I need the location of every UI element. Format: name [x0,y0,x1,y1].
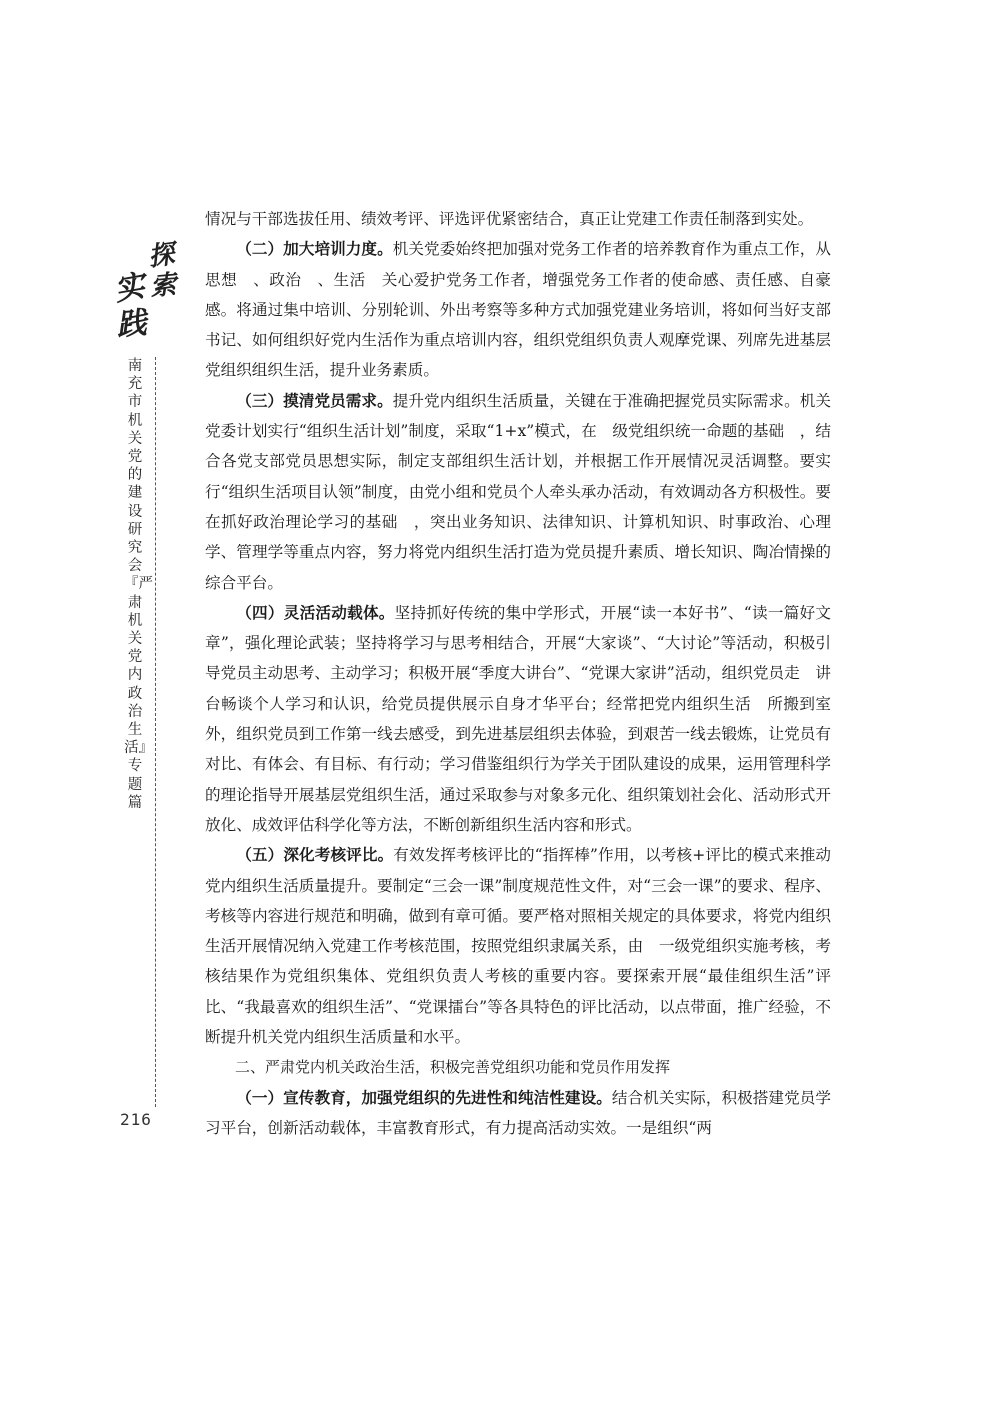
logo-char: 实 [111,268,148,309]
section-heading [205,1052,831,1082]
paragraph [205,1083,831,1144]
paragraph [205,386,831,598]
logo-char: 探 [146,239,177,273]
paragraph-text: 情况与干部选拔任用、绩效考评、评选评优紧密结合，真正让党建工作责任制落到实处。 [205,210,814,228]
page-number: 216 [120,1110,152,1129]
paragraph-title: （四）灵活活动载体。 [236,602,395,622]
paragraph [205,234,831,385]
paragraph-text: 坚持抓好传统的集中学形式，开展“读一本好书”、“读一篇好文章”，强化理论武装；坚持将学习与思考相结合，开展“大家谈”、“大讨论”等活动，积极引导党员主动思考、主动学习；积极开展“季度大讲台”、“党课大家讲”活动，组织党员走 讲台畅谈个人学习和认识，给党员提供展示自身才华平台；经常把党内组织生活 所搬到室外，组织党员到工作第一线去感受，到先进基层组织去体验，到艰苦一线去锻炼，让党员有对比、有体会、有目标、有行动；学习借鉴组织行为学关于团队建设的成果，运用管理科学的理论指导开展基层党组织生活，通过采取参与对象多元化、组织策划社会化、活动形式开放化、成效评估科学化等方法，不断创新组织生活内容和形式。 [205,603,831,834]
paragraph-text: 提升党内组织生活质量，关键在于准确把握党员实际需求。机关党委计划实行“组织生活计划”制度，采取“1+x”模式，在 级党组织统一命题的基础 ，结合各党支部党员思想实际，制定支部组织生活计划，并根据工作开展情况灵活调整。要实行“组织生活项目认领”制度，由党小组和党员个人牵头承办活动，有效调动各方积极性。要在抓好政治理论学习的基础 ，突出业务知识、法律知识、计算机知识、时事政治、心理学、管理学等重点内容，努力将党内组织生活打造为党员提升素质、增长知识、陶冶情操的综合平台。 [205,391,831,592]
paragraph-title: （五）深化考核评比。 [236,845,394,865]
logo-char: 索 [148,269,178,303]
paragraph-title: （三）摸清党员需求。 [236,390,393,410]
section-heading-text: 二、严肃党内机关政治生活，积极完善党组织功能和党员作用发挥 [235,1058,671,1077]
paragraph [205,840,831,1052]
book-logo [108,235,180,345]
paragraph [205,598,831,840]
paragraph [205,204,831,234]
paragraph-title: （二）加大培训力度。 [236,239,393,259]
paragraph-title: （一）宣传教育，加强党组织的先进性和纯洁性建设。 [236,1087,612,1107]
series-title: 南充市机关党的建设研究会『严肃机关党内政治生活』专题篇 [124,358,153,811]
paragraph-text: 结合机关实际，积极搭建党员学习平台，创新活动载体，丰富教育形式，有力提高活动实效。一是组织“两 [205,1088,831,1137]
dashed-divider [155,357,156,1107]
body-text [205,204,831,1143]
logo-char: 践 [114,305,149,344]
paragraph-text: 有效发挥考核评比的“指挥棒”作用，以考核+评比的模式来推动党内组织生活质量提升。要制定“三会一课”制度规范性文件，对“三会一课”的要求、程序、考核等内容进行规范和明确，做到有章可循。要严格对照相关规定的具体要求，将党内组织生活开展情况纳入党建工作考核范围，按照党组织隶属关系，由 一级党组织实施考核，考核结果作为党组织集体、党组织负责人考核的重要内容。要探索开展“最佳组织生活”评比、“我最喜欢的组织生活”、“党课擂台”等各具特色的评比活动，以点带面，推广经验，不断提升机关党内组织生活质量和水平。 [205,846,831,1047]
sidebar [108,235,180,1165]
paragraph-text: 机关党委始终把加强对党务工作者的培养教育作为重点工作，从思想 、政治 、生活 关心爱护党务工作者，增强党务工作者的使命感、责任感、自豪感。将通过集中培训、分别轮训、外出考察等多种方式加强党建业务培训，将如何当好支部书记、如何组织好党内生活作为重点培训内容，组织党组织负责人观摩党课、列席先进基层党组织组织生活，提升业务素质。 [205,240,831,380]
